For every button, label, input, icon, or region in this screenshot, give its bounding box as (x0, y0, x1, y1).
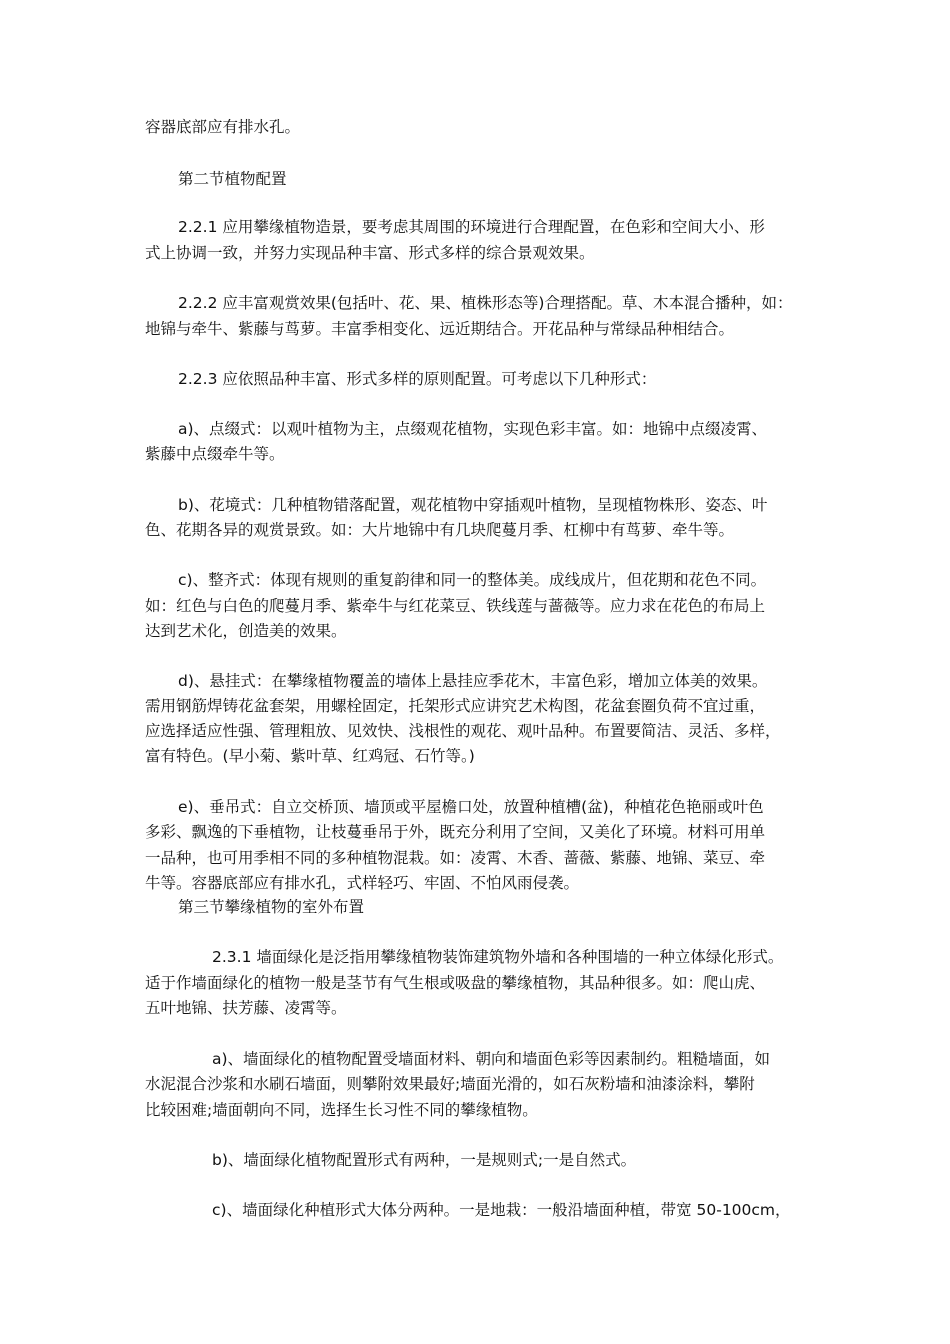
text-line: 水泥混合沙浆和水刷石墙面，则攀附效果最好;墙面光滑的，如石灰粉墙和油漆涂料，攀附 (145, 1075, 755, 1093)
section-heading: 第三节攀缘植物的室外布置 (178, 898, 365, 916)
text-line: 富有特色。(早小菊、紫叶草、红鸡冠、石竹等。) (145, 747, 475, 765)
text-line: 牛等。容器底部应有排水孔，式样轻巧、牢固、不怕风雨侵袭。 (145, 874, 580, 892)
text-line: e)、垂吊式：自立交桥顶、墙顶或平屋檐口处，放置种植槽(盆)，种植花色艳丽或叶色 (178, 798, 764, 816)
text-line: 色、花期各异的观赏景致。如：大片地锦中有几块爬蔓月季、杠柳中有茑萝、牵牛等。 (145, 521, 735, 539)
section-heading: 第二节植物配置 (178, 170, 287, 188)
text-line: 应选择适应性强、管理粗放、见效快、浅根性的观花、观叶品种。布置要简洁、灵活、多样， (145, 722, 781, 740)
text-line: 比较困难;墙面朝向不同，选择生长习性不同的攀缘植物。 (145, 1101, 538, 1119)
text-line: 五叶地锦、扶芳藤、凌霄等。 (145, 999, 347, 1017)
text-line: b)、墙面绿化植物配置形式有两种，一是规则式;一是自然式。 (212, 1151, 637, 1169)
text-line: 达到艺术化，创造美的效果。 (145, 622, 347, 640)
text-line: 2.3.1 墙面绿化是泛指用攀缘植物装饰建筑物外墙和各种围墙的一种立体绿化形式。 (212, 948, 784, 966)
text-line: a)、墙面绿化的植物配置受墙面材料、朝向和墙面色彩等因素制约。粗糙墙面，如 (212, 1050, 771, 1068)
text-line: b)、花境式：几种植物错落配置，观花植物中穿插观叶植物，呈现植物株形、姿态、叶 (178, 496, 768, 514)
text-line: 一品种，也可用季相不同的多种植物混栽。如：凌霄、木香、蔷薇、紫藤、地锦、菜豆、牵 (145, 849, 766, 867)
text-line: a)、点缀式：以观叶植物为主，点缀观花植物，实现色彩丰富。如：地锦中点缀凌霄、 (178, 420, 768, 438)
text-line: c)、墙面绿化种植形式大体分两种。一是地栽：一般沿墙面种植，带宽 50-100cm， (212, 1201, 791, 1219)
text-line: 如：红色与白色的爬蔓月季、紫牵牛与红花菜豆、铁线莲与蔷薇等。应力求在花色的布局上 (145, 597, 766, 615)
text-line: 2.2.2 应丰富观赏效果(包括叶、花、果、植株形态等)合理搭配。草、木本混合播种，如： (178, 294, 793, 312)
text-line: 2.2.3 应依照品种丰富、形式多样的原则配置。可考虑以下几种形式： (178, 370, 657, 388)
text-line: 需用钢筋焊铸花盆套架，用螺栓固定，托架形式应讲究艺术构图，花盆套圈负荷不宜过重， (145, 697, 766, 715)
text-line: 式上协调一致，并努力实现品种丰富、形式多样的综合景观效果。 (145, 244, 595, 262)
text-line: 适于作墙面绿化的植物一般是茎节有气生根或吸盘的攀缘植物，其品种很多。如：爬山虎、 (145, 974, 766, 992)
text-line: c)、整齐式：体现有规则的重复韵律和同一的整体美。成线成片，但花期和花色不同。 (178, 571, 767, 589)
text-line: 紫藤中点缀牵牛等。 (145, 445, 285, 463)
text-line: 多彩、飘逸的下垂植物，让枝蔓垂吊于外，既充分利用了空间，又美化了环境。材料可用单 (145, 823, 766, 841)
text-line: d)、悬挂式：在攀缘植物覆盖的墙体上悬挂应季花木，丰富色彩，增加立体美的效果。 (178, 672, 768, 690)
text-line: 地锦与牵牛、紫藤与茑萝。丰富季相变化、远近期结合。开花品种与常绿品种相结合。 (145, 320, 735, 338)
text-line: 容器底部应有排水孔。 (145, 118, 301, 136)
text-line: 2.2.1 应用攀缘植物造景，要考虑其周围的环境进行合理配置，在色彩和空间大小、形 (178, 218, 765, 236)
